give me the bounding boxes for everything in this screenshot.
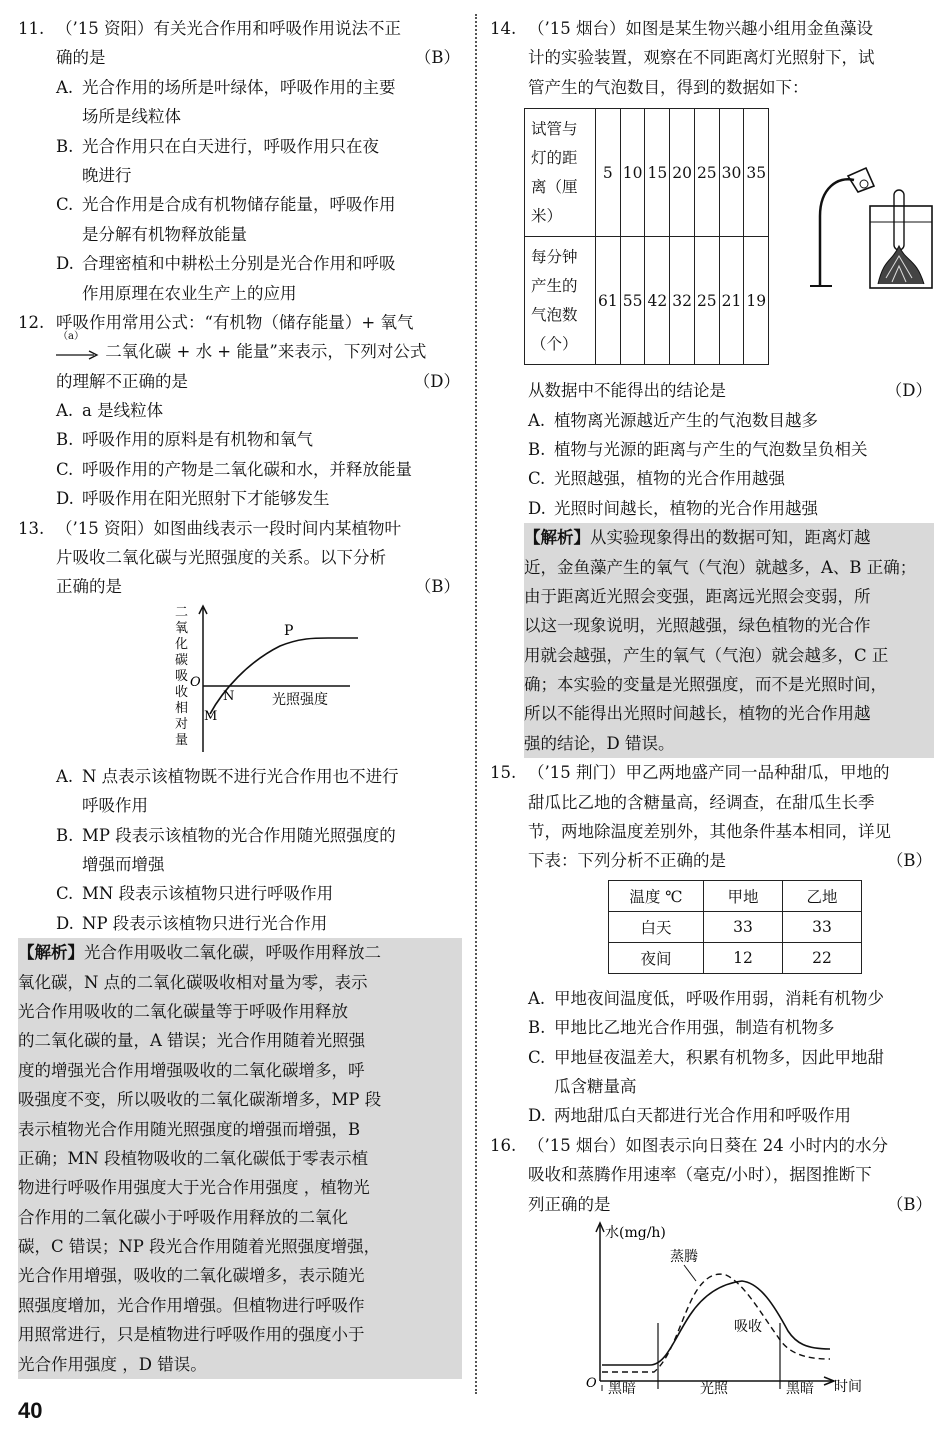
answer-mark: （B） bbox=[886, 851, 932, 871]
question-16: 16. （’15 烟台）如图表示向日葵在 24 小时内的水分 吸收和蒸腾作用速率（毫克/小时），据图推断下 列正确的是 （B） 水(mg/h) O 蒸腾 吸收 黑暗 光照 黑暗 时间 bbox=[490, 1131, 934, 1395]
question-14: 14. （’15 烟台）如图是某生物兴趣小组用金鱼藻设 计的实验装置，观察在不同距离灯光照射下，试 管产生的气泡数目，得到的数据如下： 试管与灯的距离（厘米） 5 10 15 20 25 30 35 每分钟产生的气泡数（个） 61 55 42 32 25 21 19 从数据中不能得出的结论是 （D） A. 植物离光源越近产生的气泡数目越多 B. 植物与光源的距离与产生的气泡数呈负相关 C. 光照越强，植物的光合作用越强 D. 光照时间越长，植物的光合作用越强 【解析】从实验现象得出的数据可知，距离灯越 近，金鱼藻产生的氧气（气泡）就越多，A、B 正确； 由于距离近光照会变强，距离远光照会变弱，所 以这一现象说明，光照越强，绿色植物的光合作 用就会越强，产生的氧气（气泡）就会越多，C 正 确；本实验的变量是光照强度，而不是光照时间， 所以不能得出光照时间越长，植物的光合作用越 强的结论，D 错误。 bbox=[490, 14, 934, 758]
svg-text:吸收: 吸收 bbox=[734, 1318, 762, 1335]
option-a: a 是线粒体 bbox=[82, 401, 164, 421]
answer-mark: （B） bbox=[414, 48, 460, 68]
reaction-arrow: （a） bbox=[56, 343, 100, 363]
question-11: 11. （’15 资阳）有关光合作用和呼吸作用说法不正 确的是 （B） A. 光合作用的场所是叶绿体，呼吸作用的主要 场所是线粒体 B. 光合作用只在白天进行，呼吸作用只在夜 晚进行 C. 光合作用是合成有机物储存能量，呼吸作用 是分解有机物释放能量 D. 合理密植和中耕松土分别是光合作用和呼吸 作用原理在农业生产上的应用 bbox=[18, 14, 462, 308]
question-number: 11. bbox=[18, 19, 45, 38]
analysis-tag: 【解析】 bbox=[524, 528, 590, 548]
question-number: 12. bbox=[18, 312, 45, 332]
option-b: 甲地比乙地光合作用强，制造有机物多 bbox=[554, 1018, 835, 1038]
svg-text:碳: 碳 bbox=[175, 652, 189, 668]
co2-light-graph bbox=[18, 602, 462, 762]
column-divider bbox=[475, 14, 477, 1394]
experiment-figure bbox=[524, 108, 934, 376]
answer-mark: （B） bbox=[886, 1194, 932, 1214]
distance-bubble-table: 试管与灯的距离（厘米） 5 10 15 20 25 30 35 每分钟产生的气泡数（个） 61 55 42 32 25 21 19 bbox=[524, 108, 769, 365]
lamp-beaker-illustration bbox=[798, 166, 938, 296]
option-d: 光照时间越长，植物的光合作用越强 bbox=[554, 498, 818, 518]
svg-text:氧: 氧 bbox=[175, 620, 189, 636]
svg-text:蒸腾: 蒸腾 bbox=[670, 1248, 698, 1265]
svg-text:M: M bbox=[204, 708, 218, 724]
answer-mark: （B） bbox=[414, 577, 460, 597]
svg-text:N: N bbox=[223, 688, 235, 704]
svg-text:二: 二 bbox=[175, 604, 189, 620]
page-number: 40 bbox=[18, 1398, 43, 1423]
analysis-box: 【解析】从实验现象得出的数据可知，距离灯越 近，金鱼藻产生的氧气（气泡）就越多，A、B 正确； 由于距离近光照会变强，距离远光照会变弱，所 以这一现象说明，光照越强，绿色植物的光合作 用就会越强，产生的氧气（气泡）就会越多，C 正 确；本实验的变量是光照强度，而不是光照时间， 所以不能得出光照时间越长，植物的光合作用越 强的结论，D 错误。 bbox=[524, 523, 934, 758]
svg-text:对: 对 bbox=[175, 716, 189, 732]
option-a: 甲地夜间温度低，呼吸作用弱，消耗有机物少 bbox=[554, 988, 884, 1008]
option-c: 甲地昼夜温差大，积累有机物多，因此甲地甜 bbox=[554, 1047, 884, 1067]
svg-text:黑暗: 黑暗 bbox=[786, 1380, 814, 1395]
left-column bbox=[18, 14, 462, 1379]
question-13: 13. （’15 资阳）如图曲线表示一段时间内某植物叶 片吸收二氧化碳与光照强度的关系。以下分析 正确的是 （B） 二 氧 化 碳 吸 收 相 对 量 O P N M 光照强度 A. N 点表示该植物既不进行光合作用也不进行 呼吸作用 B. MP 段表示该植物的光合作用随光照强度的 增强而增强 C. MN 段表示该植物只进行呼吸作用 D. NP 段表示该植物只进行光合作用 【解析】光合作用吸收二氧化碳，呼吸作用释放二 氧化碳，N 点的二氧化碳吸收相对量为零，表示 光合作用吸收的二氧化碳量等于呼吸作用释放 的二氧化碳的量，A 错误；光合作用随着光照强 度的增强光合作用增强吸收的二氧化碳增多，呼 吸强度不变，所以吸收的二氧化碳渐增多，MP 段 表示植物光合作用随光照强度的增强而增强，B 正确；MN 段植物吸收的二氧化碳低于零表示植 物进行呼吸作用强度大于光合作用强度 ，植物光 合作用的二氧化碳小于呼吸作用释放的二氧化 碳，C 错误；NP 段光合作用随着光照强度增强， 光合作用增强，吸收的二氧化碳增多，表示随光 照强度增加，光合作用增强。但植物进行呼吸作 用照常进行，只是植物进行呼吸作用的强度小于 光合作用强度 ，D 错误。 bbox=[18, 514, 462, 1379]
svg-text:化: 化 bbox=[175, 636, 189, 652]
option-d: NP 段表示该植物只进行光合作用 bbox=[82, 913, 328, 933]
option-c: 光照越强，植物的光合作用越强 bbox=[554, 469, 785, 489]
option-b: 植物与光源的距离与产生的气泡数呈负相关 bbox=[554, 439, 868, 459]
svg-text:O: O bbox=[586, 1375, 597, 1391]
question-number: 16. bbox=[490, 1135, 517, 1155]
option-b: 光合作用只在白天进行，呼吸作用只在夜 bbox=[82, 136, 379, 156]
option-c: 光合作用是合成有机物储存能量，呼吸作用 bbox=[82, 195, 396, 215]
svg-text:吸: 吸 bbox=[175, 668, 189, 684]
water-rate-graph bbox=[490, 1219, 934, 1395]
option-b: MP 段表示该植物的光合作用随光照强度的 bbox=[82, 825, 396, 845]
svg-text:P: P bbox=[284, 622, 294, 639]
question-number: 13. bbox=[18, 518, 45, 538]
option-c: 呼吸作用的产物是二氧化碳和水，并释放能量 bbox=[82, 459, 412, 479]
svg-text:时间: 时间 bbox=[834, 1378, 862, 1395]
svg-text:相: 相 bbox=[175, 700, 189, 716]
svg-text:光照: 光照 bbox=[700, 1380, 728, 1395]
option-a: 光合作用的场所是叶绿体，呼吸作用的主要 bbox=[82, 77, 396, 97]
option-a: 植物离光源越近产生的气泡数目越多 bbox=[554, 410, 818, 430]
right-column bbox=[490, 14, 934, 1395]
answer-mark: （D） bbox=[413, 371, 460, 391]
option-d: 呼吸作用在阳光照射下才能够发生 bbox=[82, 489, 330, 509]
question-number: 15. bbox=[490, 763, 517, 783]
option-d: 合理密植和中耕松土分别是光合作用和呼吸 bbox=[82, 254, 396, 274]
question-15: 15. （’15 荆门）甲乙两地盛产同一品种甜瓜，甲地的 甜瓜比乙地的含糖量高，经调查，在甜瓜生长季 节，两地除温度差别外，其他条件基本相同，详见 下表：下列分析不正确的是 （B） 温度 ℃ 甲地 乙地 白天 33 33 夜间 12 22 A. 甲地夜间温度低，呼吸作用弱，消耗有机物少 B. 甲地比乙地光合作用强，制造有机物多 C. 甲地昼夜温差大，积累有机物多，因此甲地甜 瓜含糖量高 D. 两地甜瓜白天都进行光合作用和呼吸作用 bbox=[490, 758, 934, 1131]
analysis-box: 【解析】光合作用吸收二氧化碳，呼吸作用释放二 氧化碳，N 点的二氧化碳吸收相对量为零，表示 光合作用吸收的二氧化碳量等于呼吸作用释放 的二氧化碳的量，A 错误；光合作用随着光照强 度的增强光合作用增强吸收的二氧化碳增多，呼 吸强度不变，所以吸收的二氧化碳渐增多，MP 段 表示植物光合作用随光照强度的增强而增强，B 正确；MN 段植物吸收的二氧化碳低于零表示植 物进行呼吸作用强度大于光合作用强度 ，植物光 合作用的二氧化碳小于呼吸作用释放的二氧化 碳，C 错误；NP 段光合作用随着光照强度增强， 光合作用增强，吸收的二氧化碳增多，表示随光 照强度增加，光合作用增强。但植物进行呼吸作 用照常进行，只是植物进行呼吸作用的强度小于 光合作用强度 ，D 错误。 bbox=[18, 938, 462, 1379]
temperature-table: 温度 ℃ 甲地 乙地 白天 33 33 夜间 12 22 bbox=[608, 880, 862, 974]
option-a: N 点表示该植物既不进行光合作用也不进行 bbox=[82, 766, 399, 786]
svg-text:黑暗: 黑暗 bbox=[608, 1380, 636, 1395]
question-number: 14. bbox=[490, 19, 517, 38]
svg-text:光照强度: 光照强度 bbox=[272, 691, 328, 708]
svg-text:收: 收 bbox=[175, 684, 189, 700]
option-c: MN 段表示该植物只进行呼吸作用 bbox=[82, 884, 334, 904]
svg-text:量: 量 bbox=[175, 732, 189, 748]
option-d: 两地甜瓜白天都进行光合作用和呼吸作用 bbox=[554, 1106, 851, 1126]
question-12: 12. 呼吸作用常用公式：“有机物（储存能量）+ 氧气 （a） 二氧化碳 + 水 + 能量”来表示，下列对公式 的理解不正确的是 （D） A. a 是线粒体 B. 呼吸作用的原料是有机物和氧气 C. 呼吸作用的产物是二氧化碳和水，并释放能量 D. 呼吸作用在阳光照射下才能够发生 bbox=[18, 308, 462, 514]
svg-text:水(mg/h): 水(mg/h) bbox=[605, 1224, 666, 1241]
absorption-curve bbox=[602, 1281, 830, 1365]
svg-text:O: O bbox=[190, 674, 201, 690]
analysis-tag: 【解析】 bbox=[18, 943, 84, 963]
answer-mark: （D） bbox=[885, 381, 932, 401]
option-b: 呼吸作用的原料是有机物和氧气 bbox=[82, 430, 313, 450]
